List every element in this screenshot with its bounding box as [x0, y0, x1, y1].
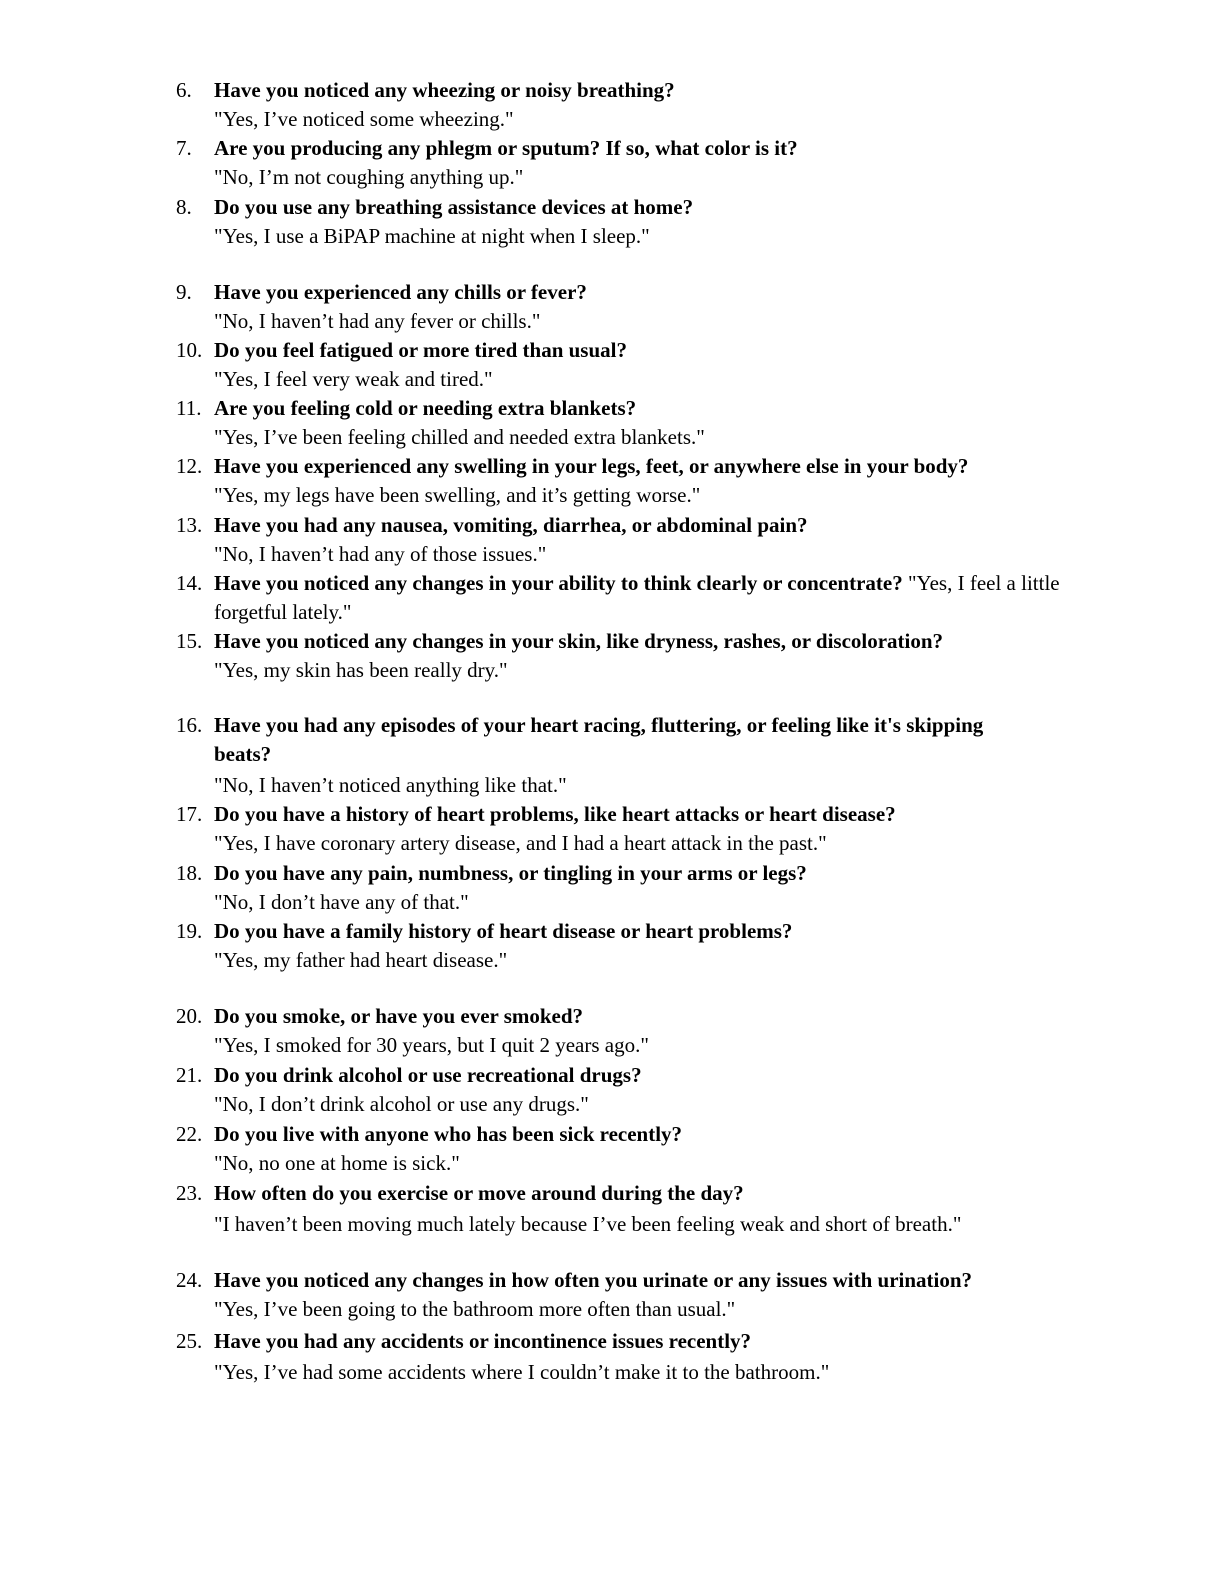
question-item [176, 511, 1076, 569]
question-text: Have you noticed any wheezing or noisy breathing? [214, 78, 675, 102]
question-text: Have you had any episodes of your heart racing, fluttering, or feeling like it's skipping beats? [214, 713, 984, 766]
answer-text: "Yes, I smoked for 30 years, but I quit 2 years ago." [214, 1033, 649, 1057]
question-text: How often do you exercise or move around during the day? [214, 1181, 744, 1205]
answer-text: "No, I haven’t had any of those issues." [214, 542, 547, 566]
answer-text: "Yes, my skin has been really dry." [214, 658, 508, 682]
question-text: Do you live with anyone who has been sick recently? [214, 1122, 683, 1146]
question-item [176, 1120, 1076, 1178]
question-text: Have you experienced any swelling in your legs, feet, or anywhere else in your body? [214, 454, 969, 478]
question-text: Have you had any nausea, vomiting, diarrhea, or abdominal pain? [214, 513, 808, 537]
question-number: 16. [176, 713, 203, 737]
question-item [176, 1327, 1076, 1387]
question-item [176, 1179, 1076, 1239]
question-item [176, 76, 1076, 134]
question-item [176, 452, 1076, 510]
question-item [176, 1002, 1076, 1060]
question-item [176, 569, 1076, 627]
question-number: 11. [176, 396, 202, 420]
question-item [176, 1061, 1076, 1119]
question-number: 15. [176, 629, 203, 653]
question-number: 6. [176, 78, 192, 102]
question-number: 19. [176, 919, 203, 943]
answer-text: "Yes, I’ve been going to the bathroom more often than usual." [214, 1297, 736, 1321]
question-number: 21. [176, 1063, 203, 1087]
question-number: 14. [176, 571, 203, 595]
answer-text: "No, no one at home is sick." [214, 1151, 460, 1175]
question-text: Are you feeling cold or needing extra blankets? [214, 396, 637, 420]
answer-text: "No, I haven’t had any fever or chills." [214, 309, 541, 333]
answer-text: "Yes, I’ve noticed some wheezing." [214, 107, 514, 131]
question-number: 9. [176, 280, 192, 304]
answer-text: "No, I don’t drink alcohol or use any drugs." [214, 1092, 589, 1116]
question-text: Do you use any breathing assistance devices at home? [214, 195, 694, 219]
question-number: 25. [176, 1329, 203, 1353]
question-item [176, 278, 1076, 336]
question-text: Do you have a family history of heart disease or heart problems? [214, 919, 793, 943]
question-number: 10. [176, 338, 203, 362]
question-text: Have you noticed any changes in your ability to think clearly or concentrate? [214, 571, 903, 595]
question-number: 8. [176, 195, 192, 219]
answer-text: "No, I’m not coughing anything up." [214, 165, 524, 189]
question-item [176, 193, 1076, 251]
question-item [176, 1266, 1076, 1324]
answer-text: "No, I haven’t noticed anything like that." [214, 773, 567, 797]
answer-text: "Yes, I’ve had some accidents where I couldn’t make it to the bathroom." [214, 1360, 830, 1384]
question-item [176, 711, 1016, 800]
answer-text: "Yes, I feel a little forgetful lately." [214, 571, 1060, 624]
question-item [176, 917, 1076, 975]
question-item [176, 800, 1076, 858]
question-number: 24. [176, 1268, 203, 1292]
question-text: Do you smoke, or have you ever smoked? [214, 1004, 584, 1028]
question-text: Have you experienced any chills or fever? [214, 280, 587, 304]
question-item [176, 859, 1076, 917]
question-number: 13. [176, 513, 203, 537]
answer-text: "Yes, my father had heart disease." [214, 948, 508, 972]
question-text: Have you noticed any changes in how often you urinate or any issues with urination? [214, 1268, 973, 1292]
answer-text: "Yes, I use a BiPAP machine at night when I sleep." [214, 224, 650, 248]
question-number: 7. [176, 136, 192, 160]
question-number: 23. [176, 1181, 203, 1205]
question-item [176, 627, 1076, 685]
question-text: Do you feel fatigued or more tired than usual? [214, 338, 627, 362]
question-item [176, 134, 1076, 192]
question-number: 20. [176, 1004, 203, 1028]
question-number: 22. [176, 1122, 203, 1146]
question-number: 12. [176, 454, 203, 478]
answer-text: "No, I don’t have any of that." [214, 890, 469, 914]
answer-text: "Yes, my legs have been swelling, and it’s getting worse." [214, 483, 701, 507]
question-item [176, 336, 1076, 394]
question-text: Do you drink alcohol or use recreational drugs? [214, 1063, 642, 1087]
question-text: Have you had any accidents or incontinence issues recently? [214, 1329, 752, 1353]
answer-text: "Yes, I have coronary artery disease, and I had a heart attack in the past." [214, 831, 827, 855]
question-number: 17. [176, 802, 203, 826]
question-number: 18. [176, 861, 203, 885]
answer-text: "Yes, I feel very weak and tired." [214, 367, 493, 391]
answer-text: "I haven’t been moving much lately because I’ve been feeling weak and short of breath." [214, 1212, 962, 1236]
answer-text: "Yes, I’ve been feeling chilled and needed extra blankets." [214, 425, 705, 449]
question-text: Do you have any pain, numbness, or tingling in your arms or legs? [214, 861, 807, 885]
question-text: Are you producing any phlegm or sputum? If so, what color is it? [214, 136, 798, 160]
question-text: Have you noticed any changes in your skin, like dryness, rashes, or discoloration? [214, 629, 944, 653]
question-item [176, 394, 1076, 452]
question-text: Do you have a history of heart problems, like heart attacks or heart disease? [214, 802, 896, 826]
